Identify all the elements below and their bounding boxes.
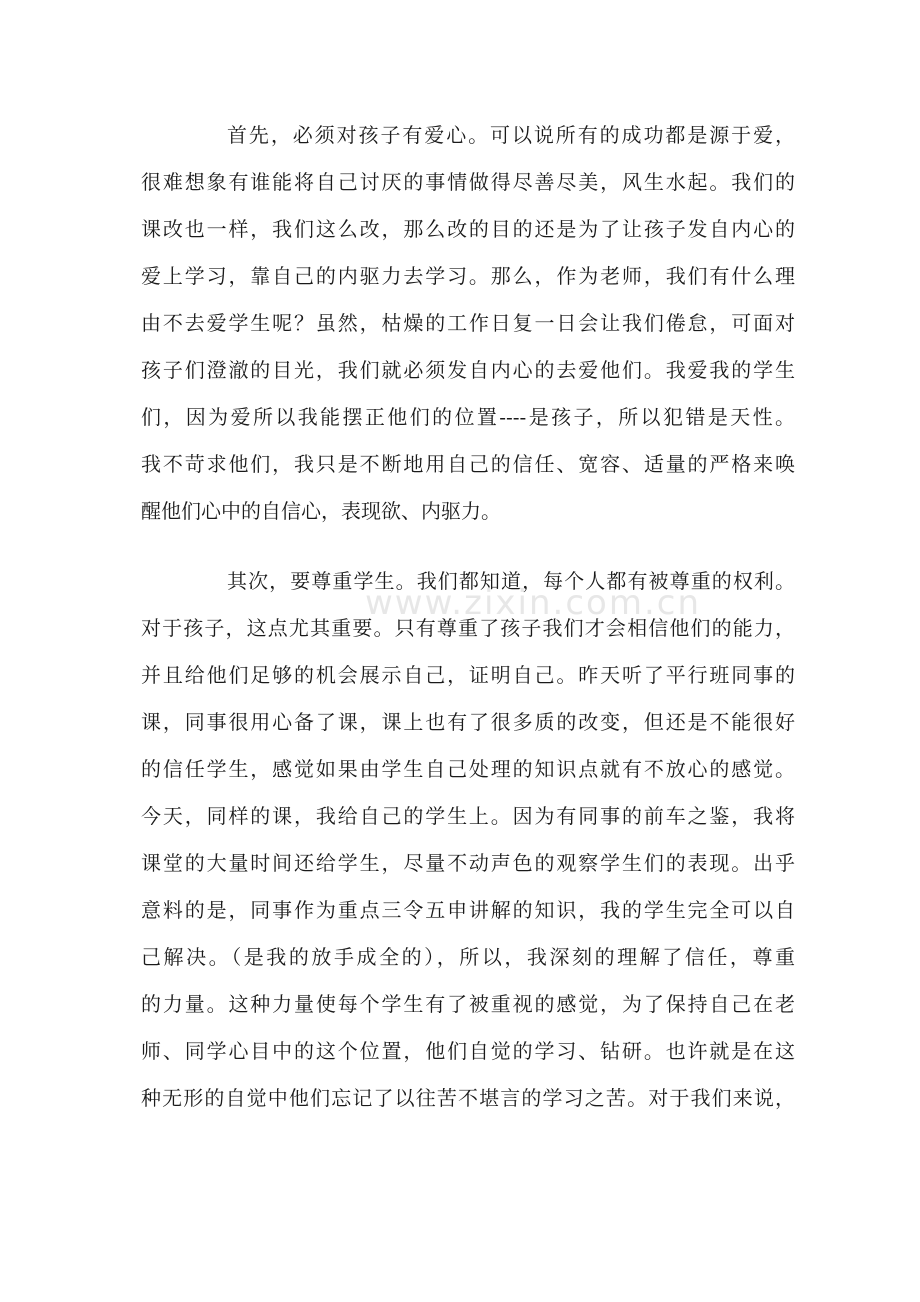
- paragraph-line: 课，同事很用心备了课，课上也有了很多质的改变，但还是不能很好: [141, 710, 795, 734]
- watermark: www.zixin.com.cn: [365, 583, 701, 623]
- paragraph-line: 的信任学生，感觉如果由学生自己处理的知识点就有不放心的感觉。: [141, 757, 795, 781]
- paragraph-line: 己解决。（是我的放手成全的），所以，我深刻的理解了信任，尊重: [141, 945, 795, 969]
- paragraph-line: 其次，要尊重学生。我们都知道，每个人都有被尊重的权利。: [227, 569, 795, 593]
- paragraph-line: 意料的是，同事作为重点三令五申讲解的知识，我的学生完全可以自: [141, 898, 795, 922]
- paragraph-line: 很难想象有谁能将自己讨厌的事情做得尽善尽美，风生水起。我们的: [141, 170, 795, 194]
- paragraph-line: 师、同学心目中的这个位置，他们自觉的学习、钻研。也许就是在这: [141, 1039, 795, 1063]
- paragraph-line: 对于孩子，这点尤其重要。只有尊重了孩子我们才会相信他们的能力，: [141, 616, 795, 640]
- paragraph-line: 并且给他们足够的机会展示自己，证明自己。昨天听了平行班同事的: [141, 663, 795, 687]
- paragraph-line: 由不去爱学生呢？虽然，枯燥的工作日复一日会让我们倦怠，可面对: [141, 311, 795, 335]
- paragraph-line: 课堂的大量时间还给学生，尽量不动声色的观察学生们的表现。出乎: [141, 851, 795, 875]
- paragraph-line: 孩子们澄澈的目光，我们就必须发自内心的去爱他们。我爱我的学生: [141, 358, 795, 382]
- paragraph-line: 爱上学习，靠自己的内驱力去学习。那么，作为老师，我们有什么理: [141, 264, 795, 288]
- paragraph-line: 的力量。这种力量使每个学生有了被重视的感觉，为了保持自己在老: [141, 992, 795, 1016]
- paragraph-line: 首先，必须对孩子有爱心。可以说所有的成功都是源于爱，: [227, 123, 795, 147]
- paragraph-line: 们，因为爱所以我能摆正他们的位置----是孩子，所以犯错是天性。: [141, 405, 795, 429]
- paragraph-line: 醒他们心中的自信心，表现欲、内驱力。: [141, 499, 501, 523]
- paragraph-line: 种无形的自觉中他们忘记了以往苦不堪言的学习之苦。对于我们来说，: [141, 1086, 795, 1110]
- paragraph-line: 今天，同样的课，我给自己的学生上。因为有同事的前车之鉴，我将: [141, 804, 795, 828]
- paragraph-line: 我不苛求他们，我只是不断地用自己的信任、宽容、适量的严格来唤: [141, 452, 795, 476]
- paragraph-line: 课改也一样，我们这么改，那么改的目的还是为了让孩子发自内心的: [141, 217, 795, 241]
